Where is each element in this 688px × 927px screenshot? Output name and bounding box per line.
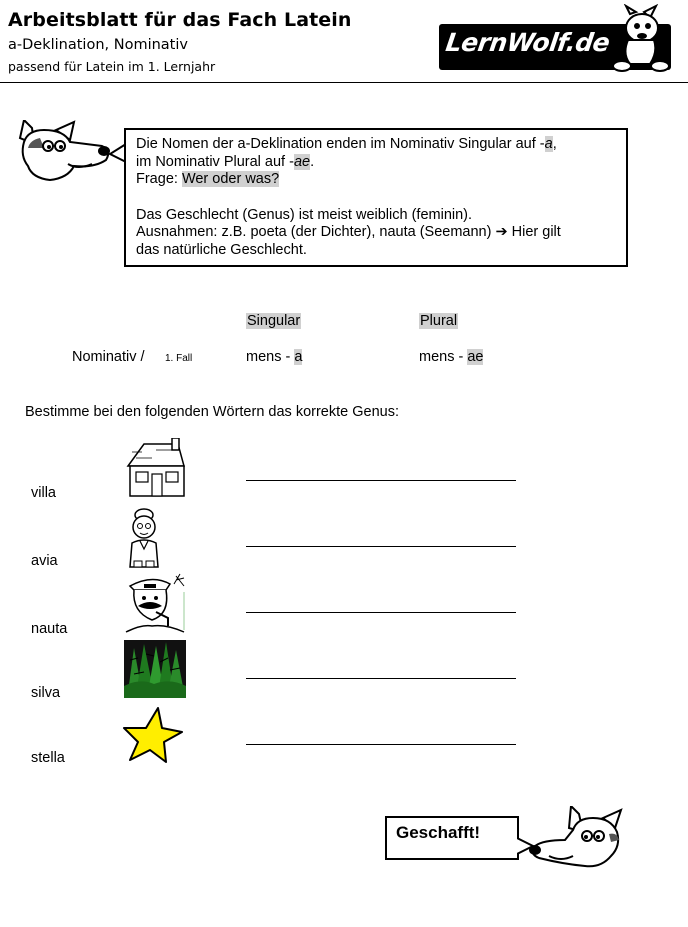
- plural-header: Plural: [420, 313, 458, 329]
- answer-line[interactable]: [246, 612, 516, 613]
- logo-text: LernWolf.de: [443, 28, 612, 57]
- exercise-instruction: Bestimme bei den folgenden Wörtern das korrekte Genus:: [25, 404, 399, 420]
- info-line-5: Ausnahmen: z.B. poeta (der Dichter), nauta (Seemann) ➔ Hier gilt: [136, 224, 561, 240]
- answer-line[interactable]: [246, 480, 516, 481]
- wolf-head-icon: [523, 806, 629, 883]
- plural-form: mens - ae: [419, 349, 484, 365]
- exercise-word: villa: [31, 485, 56, 501]
- singular-header: Singular: [247, 313, 301, 329]
- logo-dog-icon: [600, 4, 680, 81]
- info-line-4: Das Geschlecht (Genus) ist meist weiblich (feminin).: [136, 206, 473, 223]
- star-icon: [122, 706, 184, 769]
- question-highlight: Wer oder was?: [181, 171, 280, 187]
- exercise-word: silva: [31, 685, 61, 701]
- sailor-icon: [122, 572, 188, 639]
- info-line-2: im Nominativ Plural auf -: [136, 153, 294, 170]
- house-icon: [122, 438, 188, 505]
- wolf-head-icon: [14, 120, 114, 193]
- answer-line[interactable]: [246, 546, 516, 547]
- exercise-word: stella: [31, 750, 65, 766]
- info-line-6: das natürliche Geschlecht.: [136, 241, 307, 258]
- plural-form-ending: ae: [467, 349, 484, 365]
- grandmother-icon: [122, 507, 166, 576]
- plural-ending-highlight: ae: [293, 153, 311, 170]
- page-subtitle: a-Deklination, Nominativ: [8, 37, 188, 53]
- page-title: Arbeitsblatt für das Fach Latein: [8, 9, 352, 31]
- exercise-word: nauta: [31, 621, 68, 637]
- info-line-1-end: ,: [552, 136, 557, 152]
- case-number-label: 1. Fall: [165, 353, 193, 364]
- singular-ending-highlight: a: [544, 136, 553, 152]
- info-line-2-end: .: [310, 153, 315, 170]
- info-line-1: Die Nomen der a-Deklination enden im Nominativ Singular auf -: [136, 136, 545, 152]
- nominative-label: Nominativ /: [72, 349, 145, 365]
- singular-form: mens - a: [246, 349, 303, 365]
- done-label: Geschafft!: [396, 823, 481, 842]
- answer-line[interactable]: [246, 744, 516, 745]
- header-divider: [0, 82, 688, 83]
- exercise-word: avia: [31, 553, 58, 569]
- page-note: passend für Latein im 1. Lernjahr: [8, 59, 216, 74]
- info-box-text: [136, 136, 622, 259]
- answer-line[interactable]: [246, 678, 516, 679]
- singular-form-ending: a: [294, 349, 303, 365]
- forest-icon: [124, 640, 186, 703]
- info-line-3: Frage:: [136, 171, 182, 187]
